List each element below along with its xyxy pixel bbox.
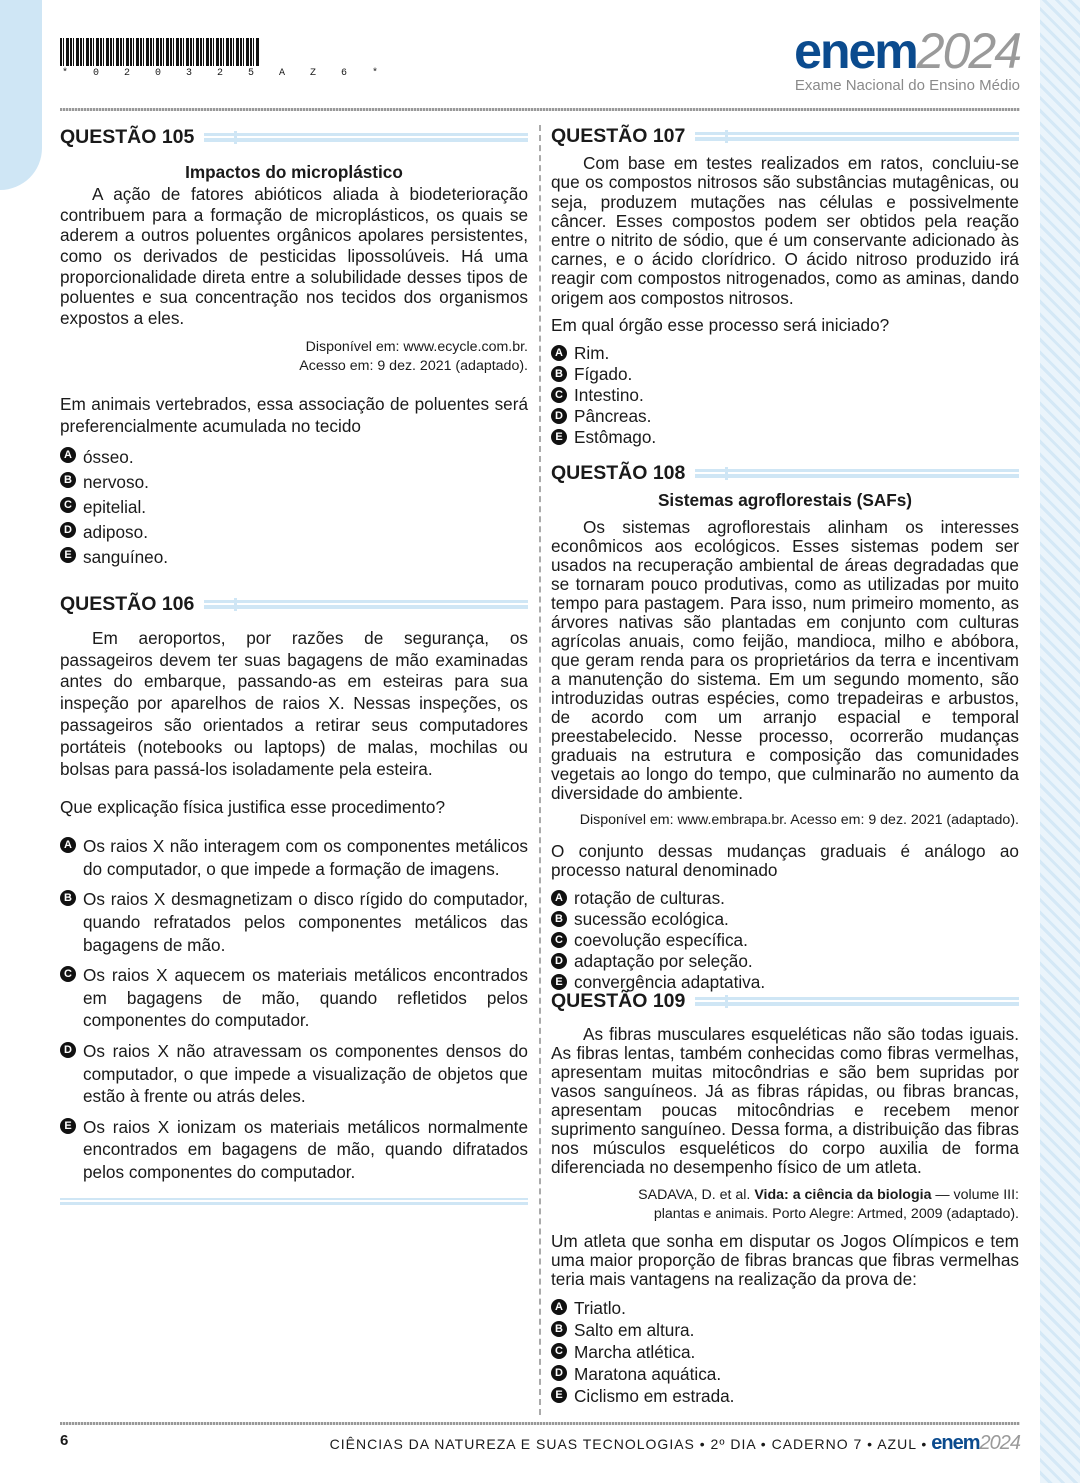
option-text: Marcha atlética.	[574, 1342, 696, 1362]
question-label: QUESTÃO 105	[60, 126, 195, 148]
option-text: Os raios X ionizam os materiais metálicos normalmente encontrados em bagagens de mão, quando difratados pelos componentes do computador.	[83, 1116, 528, 1182]
option-letter-badge: D	[551, 408, 567, 424]
option-letter-badge: E	[551, 429, 567, 445]
option-c[interactable]	[60, 964, 528, 1032]
option-letter-badge: C	[551, 932, 567, 948]
option-letter-badge: E	[551, 1387, 567, 1403]
option-letter-badge: A	[551, 345, 567, 361]
question-stem: Um atleta que sonha em disputar os Jogos Olímpicos e tem uma maior proporção de fibras brancas que fibras vermelhas teria mais vantagens na realização da prova de:	[551, 1231, 1019, 1289]
source-line: Disponível em: www.ecycle.com.br.	[305, 339, 528, 356]
option-letter-badge: C	[551, 387, 567, 403]
option-b[interactable]	[551, 1319, 1019, 1341]
option-d[interactable]	[551, 1363, 1019, 1385]
option-e[interactable]	[551, 427, 1019, 448]
enem-logo	[794, 22, 1020, 80]
text-title: Sistemas agroflorestais (SAFs)	[657, 490, 913, 510]
heading-rule	[204, 600, 528, 609]
options	[60, 835, 528, 1183]
option-a[interactable]	[551, 888, 1019, 909]
option-letter-badge: A	[60, 447, 76, 463]
option-a[interactable]	[60, 835, 528, 880]
question-text: As fibras musculares esqueléticas não são todas iguais. As fibras lentas, também conhecidas como fibras vermelhas, apresentam muitas mitocôndrias e são bem supridas por vasos sanguíneos. Já as fibras rápidas, ou fibras brancas, apresentam poucas mitocôndrias e recebem menor suprimento sanguíneo. Dessa forma, a distribuição das fibras nos músculos esqueléticos do corpo auxilia de forma diferenciada no desempenho físico de um atleta.	[551, 1024, 1019, 1177]
footer-label: CIÊNCIAS DA NATUREZA E SUAS TECNOLOGIAS • 2º DIA • CADERNO 7 • AZUL •	[329, 1436, 928, 1452]
option-text: Triatlo.	[574, 1298, 626, 1318]
option-b[interactable]	[60, 888, 528, 956]
question-106	[60, 594, 528, 1191]
footer-text	[330, 1432, 1020, 1455]
options	[551, 1297, 1019, 1407]
option-text: Rim.	[574, 343, 610, 364]
column-divider	[539, 125, 541, 1415]
option-text: sucessão ecológica.	[574, 909, 729, 929]
logo-brand: enem	[794, 23, 917, 79]
option-d[interactable]	[60, 1040, 528, 1108]
option-letter-badge: E	[60, 547, 76, 563]
decorative-arc	[0, 0, 42, 190]
text-title: Impactos do microplástico	[185, 161, 403, 182]
source-line	[551, 1186, 1019, 1224]
question-105	[60, 127, 528, 570]
header-divider	[60, 108, 1020, 111]
option-text: Pâncreas.	[574, 406, 652, 427]
source-book-title: Vida: a ciência da biologia	[754, 1187, 932, 1203]
column-end-rule	[60, 1198, 528, 1205]
option-text: convergência adaptativa.	[574, 972, 766, 992]
heading-rule	[695, 132, 1019, 141]
heading-rule	[204, 133, 528, 142]
page-number: 6	[60, 1432, 69, 1449]
option-text: sanguíneo.	[83, 547, 169, 568]
question-stem: Em animais vertebrados, essa associação de poluentes será preferencialmente acumulada no tecido	[60, 394, 528, 437]
option-letter-badge: C	[60, 966, 76, 982]
source-line: Acesso em: 9 dez. 2021 (adaptado).	[299, 358, 528, 375]
option-letter-badge: E	[60, 1118, 76, 1134]
option-text: nervoso.	[83, 472, 149, 493]
option-text: rotação de culturas.	[574, 888, 725, 908]
source-author: SADAVA, D. et al.	[638, 1187, 751, 1203]
footer-divider	[60, 1422, 1020, 1425]
heading-rule	[695, 469, 1019, 478]
question-stem: Que explicação física justifica esse procedimento?	[60, 797, 446, 818]
option-b[interactable]	[551, 364, 1019, 385]
option-a[interactable]	[551, 1297, 1019, 1319]
option-text: ósseo.	[83, 447, 134, 468]
decorative-pattern-strip	[1040, 0, 1080, 1483]
option-letter-badge: A	[551, 890, 567, 906]
logo-year: 2024	[916, 23, 1020, 79]
options	[60, 445, 528, 570]
option-letter-badge: A	[551, 1299, 567, 1315]
option-text: adaptação por seleção.	[574, 951, 753, 971]
option-b[interactable]	[60, 470, 528, 495]
option-c[interactable]	[551, 930, 1019, 951]
question-text: Com base em testes realizados em ratos, concluiu-se que os compostos nitrosos são substâncias mutagênicas, ou seja, produzem mutações nas células e possivelmente câncer. Esses compostos podem ser obtidos pela reação entre o nitrito de sódio, que é um conservante adicionado às carnes, e o ácido clorídrico. O ácido nitroso produzido irá reagir com compostos nitrogenados, como as aminas, dando origem aos compostos nitrosos.	[551, 153, 1019, 308]
option-text: epitelial.	[83, 497, 147, 518]
question-text: A ação de fatores abióticos aliada à biodeterioração contribuem para a formação de microplásticos, os quais se aderem a outros poluentes orgânicos apolares persistentes, como os derivados de pesticidas lipossolúveis. Há uma proporcionalidade direta entre a solubilidade desses tipos de poluentes e sua concentração nos tecidos dos organismos expostos a eles.	[60, 184, 528, 328]
question-label: QUESTÃO 109	[551, 990, 686, 1012]
options	[551, 888, 1019, 993]
option-letter-badge: B	[551, 911, 567, 927]
question-label: QUESTÃO 108	[551, 462, 686, 484]
option-text: Ciclismo em estrada.	[574, 1386, 735, 1406]
option-b[interactable]	[551, 909, 1019, 930]
footer-logo: enem2024	[931, 1432, 1020, 1454]
question-108	[551, 464, 1019, 993]
option-e[interactable]	[60, 545, 528, 570]
option-text: Salto em altura.	[574, 1320, 695, 1340]
option-text: Maratona aquática.	[574, 1364, 722, 1384]
option-e[interactable]	[60, 1116, 528, 1184]
option-text: Fígado.	[574, 364, 633, 385]
option-letter-badge: D	[60, 522, 76, 538]
option-letter-badge: D	[551, 953, 567, 969]
option-c[interactable]	[551, 385, 1019, 406]
heading-rule	[695, 997, 1019, 1006]
option-letter-badge: E	[551, 974, 567, 990]
option-d[interactable]	[551, 951, 1019, 972]
option-e[interactable]	[551, 1385, 1019, 1407]
source-line: Disponível em: www.embrapa.br. Acesso em: 9 dez. 2021 (adaptado).	[579, 812, 1019, 828]
barcode	[60, 38, 260, 66]
option-text: Estômago.	[574, 427, 657, 448]
question-text: Os sistemas agroflorestais alinham os interesses econômicos aos ecológicos. Esses sistemas podem ser usados na recuperação ambiental de áreas degradadas que se tornaram pouco produtivas, como as utilizadas por muito tempo para pastagem. Para isso, num primeiro momento, as árvores nativas são plantadas em conjunto com culturas agrícolas anuais, como feijão, mandioca, milho e abóbora, que geram renda para os proprietários da terra e incentivam a manutenção do sistema. Em um segundo momento, são introduzidas outras espécies, como trepadeiras e arbustos, de acordo com um arranjo espacial e temporal preestabelecido. Nesse processo, ocorrerão mudanças graduais na estrutura e composição das comunidades vegetais ao longo do tempo, que culminarão no aumento da diversidade do ambiente.	[551, 517, 1019, 803]
option-letter-badge: B	[551, 1321, 567, 1337]
option-letter-badge: D	[551, 1365, 567, 1381]
option-c[interactable]	[551, 1341, 1019, 1363]
header-subtitle: Exame Nacional do Ensino Médio	[794, 77, 1020, 94]
option-text: coevolução específica.	[574, 930, 748, 950]
option-letter-badge: A	[60, 837, 76, 853]
option-letter-badge: C	[551, 1343, 567, 1359]
question-label: QUESTÃO 107	[551, 125, 686, 147]
option-text: Os raios X aquecem os materiais metálicos encontrados em bagagens de mão, quando refletidos pelos componentes do computador.	[83, 965, 528, 1031]
question-text: Em aeroportos, por razões de segurança, os passageiros devem ter suas bagagens de mão examinadas antes do embarque, passando-as em esteiras para sua inspeção por aparelhos de raios X. Nessas inspeções, os passageiros são orientados a retirar seus computadores portáteis (notebooks ou laptops) de malas, mochilas ou bolsas para passá-los isoladamente pela esteira.	[60, 627, 528, 779]
option-d[interactable]	[60, 520, 528, 545]
option-a[interactable]	[551, 343, 1019, 364]
option-letter-badge: D	[60, 1042, 76, 1058]
question-label: QUESTÃO 106	[60, 593, 195, 615]
option-letter-badge: C	[60, 497, 76, 513]
question-107	[551, 127, 1019, 448]
option-letter-badge: B	[60, 472, 76, 488]
question-109	[551, 992, 1019, 1407]
option-text: Os raios X não interagem com os componentes metálicos do computador, o que impede a formação de imagens.	[83, 836, 528, 879]
question-stem: Em qual órgão esse processo será iniciado?	[551, 314, 890, 335]
question-stem: O conjunto dessas mudanças graduais é análogo ao processo natural denominado	[551, 841, 1019, 880]
option-d[interactable]	[551, 406, 1019, 427]
option-a[interactable]	[60, 445, 528, 470]
options	[551, 343, 1019, 448]
option-c[interactable]	[60, 495, 528, 520]
option-text: Os raios X desmagnetizam o disco rígido do computador, quando refratados pelos componentes metálicos das bagagens de mão.	[83, 889, 528, 955]
barcode-text: * 0 2 0 3 2 5 A Z 6 *	[62, 68, 388, 79]
source-details: — volume III: plantas e animais. Porto Alegre: Artmed, 2009 (adaptado).	[653, 1187, 1019, 1222]
option-text: Intestino.	[574, 385, 644, 406]
option-letter-badge: B	[60, 890, 76, 906]
option-letter-badge: B	[551, 366, 567, 382]
option-text: Os raios X não atravessam os componentes densos do computador, o que impede a visualização de objetos que estão à frente ou atrás deles.	[83, 1040, 528, 1107]
option-text: adiposo.	[83, 522, 148, 543]
